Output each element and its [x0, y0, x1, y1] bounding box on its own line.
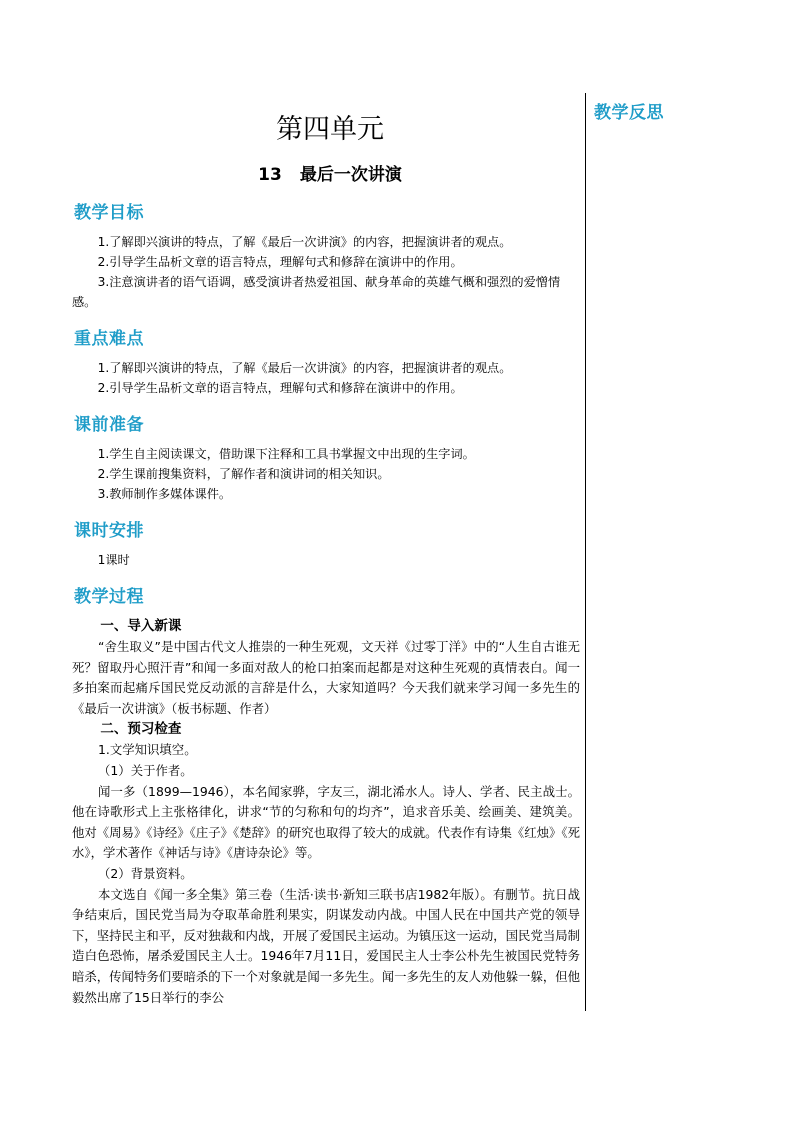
preview-question: 1.文学知识填空。 [98, 742, 197, 758]
schedule-text: 1课时 [97, 553, 130, 567]
key-points-list [72, 358, 580, 398]
intro-text: “舍生取义”是中国古代文人推崇的一种生死观，文天祥《过零丁洋》中的“人生自古谁无死？留取丹心照汗青”和闻一多面对敌人的枪口拍案而起都是对这种生死观的真情表白。闻一多拍案而起痛斥国民党反动派的言辞是什么，大家知道吗？今天我们就来学习闻一多先生的《最后一次讲演》（板书标题、作者） [72, 639, 580, 716]
preparation-list [72, 444, 580, 504]
preview-heading: 二、预习检查 [100, 721, 182, 738]
background-text: 本文选自《闻一多全集》第三卷（生活·读书·新知三联书店1982年版）。有删节。抗日战争结束后，国民党当局为夺取革命胜利果实，阴谋发动内战。中国人民在中国共产党的领导下，坚持民主和平，反对独裁和内战，开展了爱国民主运动。为镇压这一运动，国民党当局制造白色恐怖，屠杀爱国民主人士。1946年7月11日，爱国民主人士李公朴先生被国民党特务暗杀，传闻特务们要暗杀的下一个对象就是闻一多先生。闻一多先生的友人劝他躲一躲，但他毅然出席了15日举行的李公 [72, 886, 581, 1005]
lesson-number: 13 [258, 165, 282, 185]
list-item: 2.引导学生品析文章的语言特点，理解句式和修辞在演讲中的作用。 [97, 255, 463, 269]
list-item: 3.教师制作多媒体课件。 [97, 487, 232, 501]
list-item: 2.学生课前搜集资料，了解作者和演讲词的相关知识。 [97, 467, 390, 481]
author-text: 闻一多（1899—1946），本名闻家骅，字友三，湖北浠水人。诗人、学者、民主战士。他在诗歌形式上主张格律化，讲求“节的匀称和句的均齐”，追求音乐美、绘画美、建筑美。他对《周易》《诗经》《庄子》《楚辞》的研究也取得了较大的成就。代表作有诗集《红烛》《死水》，学术著作《神话与诗》《唐诗杂论》等。 [72, 783, 580, 861]
preparation-heading: 课前准备 [74, 415, 144, 435]
list-item: 2.引导学生品析文章的语言特点，理解句式和修辞在演讲中的作用。 [97, 381, 463, 395]
key-points-heading: 重点难点 [74, 329, 144, 349]
lesson-name: 最后一次讲演 [299, 165, 402, 185]
list-item: 1.了解即兴演讲的特点，了解《最后一次讲演》的内容，把握演讲者的观点。 [97, 361, 512, 375]
objectives-list [72, 232, 580, 312]
process-body [72, 616, 580, 1008]
schedule-body [72, 550, 580, 570]
lesson-title [72, 164, 580, 186]
intro-heading: 一、导入新课 [100, 618, 182, 634]
list-item: 1.了解即兴演讲的特点，了解《最后一次讲演》的内容，把握演讲者的观点。 [97, 235, 512, 249]
list-item: 3.注意演讲者的语气语调，感受演讲者热爱祖国、献身革命的英雄气概和强烈的爱憎情感。 [72, 275, 561, 309]
main-column [72, 100, 580, 1008]
reflection-heading: 教学反思 [594, 103, 664, 123]
unit-title: 第四单元 [276, 114, 384, 145]
objectives-heading: 教学目标 [74, 203, 144, 223]
list-item: 1.学生自主阅读课文，借助课下注释和工具书掌握文中出现的生字词。 [97, 447, 475, 461]
author-label: （1）关于作者。 [98, 762, 193, 778]
background-label: （2）背景资料。 [98, 865, 193, 881]
schedule-heading: 课时安排 [74, 521, 144, 541]
process-heading: 教学过程 [74, 587, 144, 607]
column-divider [585, 93, 586, 1011]
